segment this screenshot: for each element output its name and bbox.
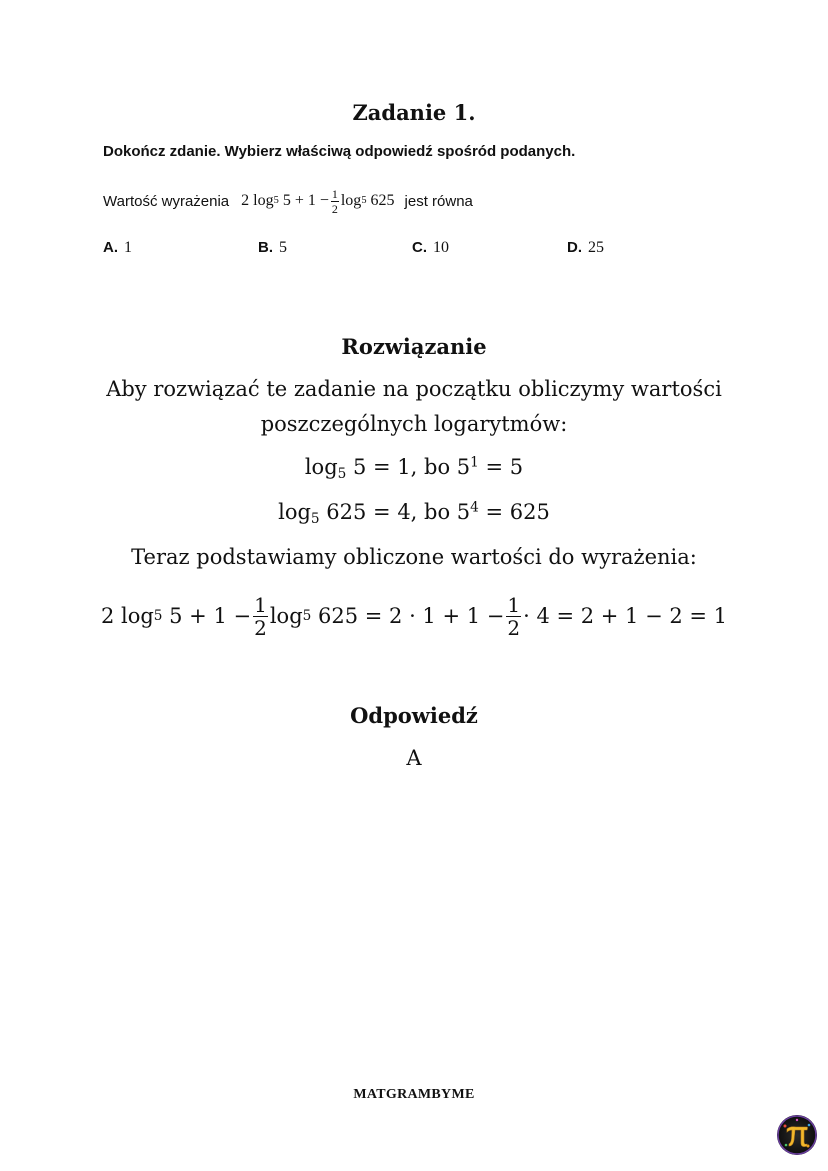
option-value: 25	[588, 239, 604, 256]
question-suffix: jest równa	[404, 192, 473, 210]
fraction-one-half: $\frac{1}{2}$	[507, 592, 521, 640]
option-a	[103, 237, 132, 257]
fraction-one-half: $\frac{1}{2}$	[254, 592, 267, 640]
question-prefix: Wartość wyrażenia	[103, 192, 230, 210]
option-letter: A.	[103, 239, 118, 256]
option-value: 1	[124, 239, 132, 256]
option-d	[567, 237, 604, 257]
option-letter: D.	[567, 239, 582, 256]
substitute-text: Teraz podstawiamy obliczone wartości do wyrażenia:	[131, 545, 697, 569]
task-instruction: Dokończ zdanie. Wybierz właściwą odpowiedź spośród podanych.	[103, 143, 576, 160]
option-value: 5	[279, 239, 287, 256]
question-expression: 2 log 5 5 + 1 − $\frac{1}{2}$ log 5 625	[241, 186, 395, 216]
solution-intro-line1: Aby rozwiązać te zadanie na początku obliczymy wartości	[106, 377, 722, 401]
equation-full-calculation: 2 log 5 5 + 1 − $\frac{1}{2}$ log 5 625 = 2 · 1 + 1 − $\frac{1}{2}$ · 4 = 2 + 1 − 2 = 1	[100, 592, 728, 640]
equation-log5-5: $\log_5 5 = 1$, bo $5^1 = 5$	[304, 454, 524, 483]
solution-intro-line2: poszczególnych logarytmów:	[260, 412, 568, 436]
pi-logo-icon	[776, 1114, 818, 1156]
fraction-one-half: $\frac{1}{2}$	[331, 186, 338, 216]
question-line	[103, 183, 473, 219]
option-b	[258, 237, 287, 257]
equation-log5-625: $\log_5 625 = 4$, bo $5^4 = 625$	[278, 499, 550, 528]
answer-value: A	[406, 746, 422, 770]
answer-heading: Odpowiedź	[350, 703, 478, 728]
option-value: 10	[433, 239, 449, 256]
option-c	[412, 237, 449, 257]
option-letter: C.	[412, 239, 427, 256]
footer-brand: MATGRAMBYME	[353, 1087, 475, 1102]
solution-heading: Rozwiązanie	[341, 334, 487, 359]
task-title: Zadanie 1.	[352, 100, 476, 125]
option-letter: B.	[258, 239, 273, 256]
